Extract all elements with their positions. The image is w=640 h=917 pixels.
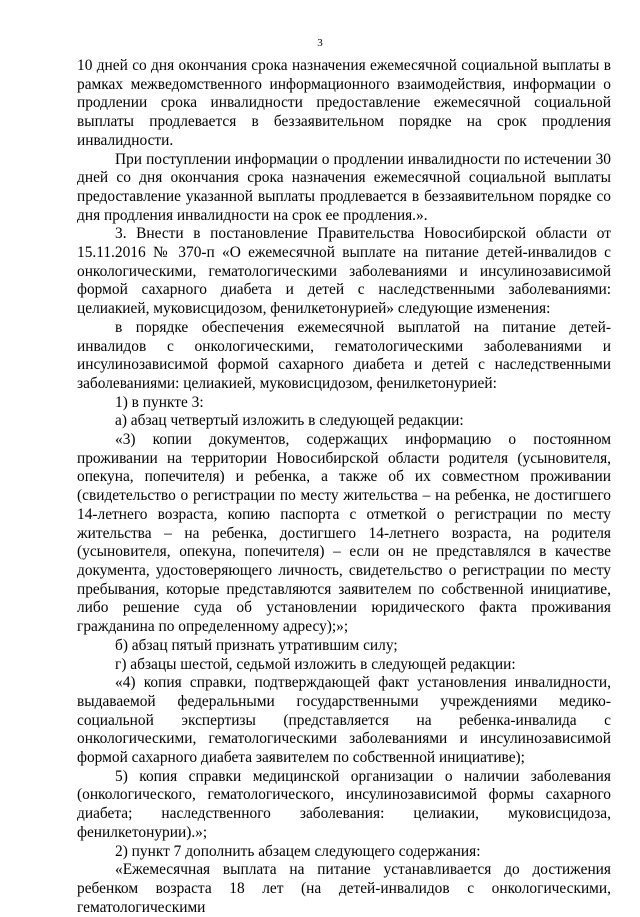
paragraph: 2) пункт 7 дополнить абзацем следующего содержания:: [115, 842, 481, 860]
paragraph: 3. Внести в постановление Правительства Новосибирской области от 15.11.2016 № 370-п «О ежемесячной выплате на питание детей-инвалидов с онкологическими, гематологическими заболеваниями и инсулинозависимой формой сахарного диабета и детей с наследственными заболеваниями: целиакией, муковисцидозом, фенилкетонурией» следующие изменения:: [77, 225, 611, 318]
paragraph: «4) копия справки, подтверждающей факт установления инвалидности, выдаваемой федеральными государственными учреждениями медико-социальной экспертизы (представляется на ребенка-инвалида с онкологическими, гематологическими заболеваниями и инсулинозависимой формой сахарного диабета заявителем по собственной инициативе);: [77, 674, 611, 767]
paragraph: а) абзац четвертый изложить в следующей редакции:: [115, 412, 464, 430]
body-text: [77, 57, 611, 917]
paragraph: «3) копии документов, содержащих информацию о постоянном проживании на территории Новосибирской области родителя (усыновителя, опекуна, попечителя) и ребенка, а также об их совместном проживании (свидетельство о регистрации по месту жительства – на ребенка, не достигшего 14-летнего возраста, копию паспорта с отметкой о регистрации по месту жительства – на ребенка, достигшего 14-летнего возраста, на родителя (усыновителя, опекуна, попечителя) – если он не представлялся в качестве документа, удостоверяющего личность, свидетельство о регистрации по месту пребывания, которые представляются заявителем по собственной инициативе, либо решение суда об установлении юридического факта проживания гражданина по определенному адресу);»;: [77, 431, 611, 636]
paragraph: г) абзацы шестой, седьмой изложить в следующей редакции:: [115, 655, 516, 673]
page-number: 3: [317, 37, 323, 49]
paragraph: б) абзац пятый признать утратившим силу;: [115, 636, 398, 654]
paragraph: в порядке обеспечения ежемесячной выплатой на питание детей-инвалидов с онкологическими, гематологическими заболеваниями и инсулинозависимой формой сахарного диабета и детей с наследственными заболеваниями: целиакией, муковисцидозом, фенилкетонурией:: [77, 318, 611, 392]
paragraph: При поступлении информации о продлении инвалидности по истечении 30 дней со дня окончания срока назначения ежемесячной социальной выплаты предоставление указанной выплаты продлевается в беззаявительном порядке со дня продления инвалидности на срок ее продления.».: [77, 150, 611, 224]
paragraph: 1) в пункте 3:: [115, 393, 204, 411]
paragraph: 5) копия справки медицинской организации о наличии заболевания (онкологического, гематологического, инсулинозависимой формы сахарного диабета; наследственного заболевания: целиакии, муковисцидоза, фенилкетонурии).»;: [77, 767, 611, 841]
paragraph: 10 дней со дня окончания срока назначения ежемесячной социальной выплаты в рамках межведомственного информационного взаимодействия, информации о продлении срока инвалидности предоставление ежемесячной социальной выплаты продлевается в беззаявительном порядке на срок продления инвалидности.: [77, 57, 611, 149]
paragraph: «Ежемесячная выплата на питание устанавливается до достижения ребенком возраста 18 лет (на детей-инвалидов с онкологическими, гематологическими: [77, 861, 611, 916]
